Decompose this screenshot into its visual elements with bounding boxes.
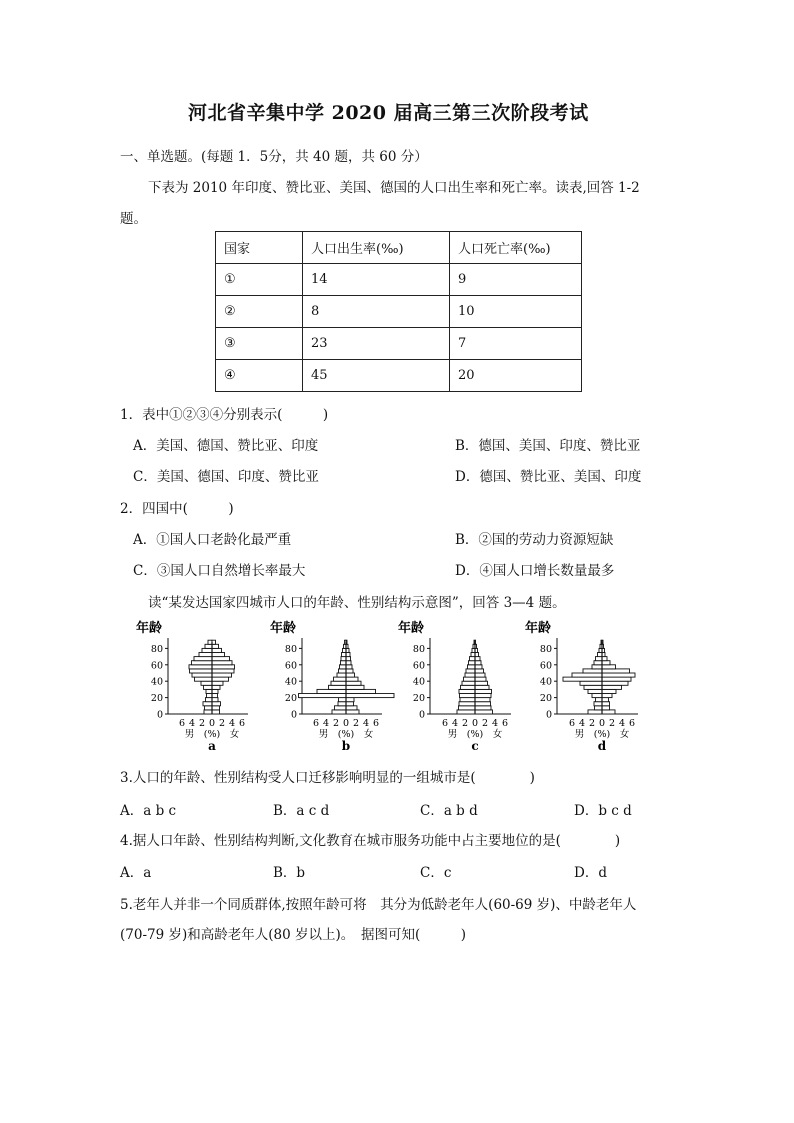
intro-1-line-1: 下表为 2010 年印度、赞比亚、美国、德国的人口出生率和死亡率。读表,回答 1-2 xyxy=(148,180,640,196)
age-tick-label: 80 xyxy=(539,643,552,655)
female-bar xyxy=(212,706,220,710)
female-bar xyxy=(475,669,484,673)
chart-label: b xyxy=(341,739,351,753)
female-bar xyxy=(212,653,225,657)
age-tick-label: 20 xyxy=(284,693,297,705)
male-bar xyxy=(468,665,476,669)
female-bar xyxy=(602,677,631,681)
male-bar xyxy=(588,689,602,693)
x-tick-label: 2 xyxy=(481,718,489,729)
male-bar xyxy=(334,677,347,681)
x-tick-label: 2 xyxy=(198,718,206,729)
male-bar xyxy=(461,685,476,689)
x-axis-caption: 男 (%) 女 xyxy=(184,729,240,740)
female-bar xyxy=(602,661,610,665)
age-tick-label: 40 xyxy=(150,676,163,688)
male-bar xyxy=(203,702,212,706)
male-bar xyxy=(342,653,347,657)
population-table xyxy=(215,231,582,392)
age-tick-label: 80 xyxy=(284,643,297,655)
female-bar xyxy=(602,689,616,693)
x-tick-label: 6 xyxy=(441,718,449,729)
x-tick-label: 2 xyxy=(608,718,616,729)
female-bar xyxy=(602,706,610,710)
age-axis-title: 年龄 xyxy=(398,621,425,636)
age-axis-title: 年龄 xyxy=(136,621,163,636)
male-bar xyxy=(341,657,346,661)
male-bar xyxy=(207,694,213,698)
x-tick-label: 6 xyxy=(568,718,576,729)
male-bar xyxy=(588,710,602,714)
x-tick-label: 4 xyxy=(578,718,586,729)
x-axis-caption: 男 (%) 女 xyxy=(318,729,374,740)
age-tick-label: 20 xyxy=(150,693,163,705)
x-tick-label: 6 xyxy=(628,718,636,729)
question-2-option-a: A．①国人口老龄化最严重 xyxy=(133,532,292,548)
x-tick-label: 2 xyxy=(588,718,596,729)
age-tick-label: 60 xyxy=(150,660,163,672)
male-bar xyxy=(469,661,476,665)
male-bar xyxy=(596,698,603,702)
age-tick-label: 20 xyxy=(539,693,552,705)
x-tick-label: 6 xyxy=(238,718,246,729)
female-bar xyxy=(346,661,351,665)
female-bar xyxy=(602,698,609,702)
female-bar xyxy=(212,702,221,706)
male-bar xyxy=(563,677,602,681)
female-bar xyxy=(212,710,220,714)
table-header-row xyxy=(216,232,582,264)
female-bar xyxy=(475,685,489,689)
table-row xyxy=(216,360,582,392)
male-bar xyxy=(592,665,602,669)
chart-label: a xyxy=(208,739,216,753)
female-bar xyxy=(212,694,218,698)
male-bar xyxy=(194,657,212,661)
female-bar xyxy=(475,710,493,714)
intro-1-line-2: 题。 xyxy=(120,211,147,227)
question-4-option-d: D．d xyxy=(574,865,607,881)
male-bar xyxy=(572,673,602,677)
male-bar xyxy=(204,685,213,689)
female-bar xyxy=(602,681,628,685)
female-bar xyxy=(346,657,351,661)
question-1-stem: 1．表中①②③④分别表示( ) xyxy=(120,407,329,423)
female-bar xyxy=(212,685,220,689)
male-bar xyxy=(331,681,346,685)
male-bar xyxy=(189,665,212,669)
female-bar xyxy=(346,669,353,673)
x-tick-label: 0 xyxy=(471,718,479,729)
x-tick-label: 6 xyxy=(312,718,320,729)
question-4-option-c: C．c xyxy=(420,865,452,881)
question-3-option-a: A．a b c xyxy=(120,803,177,819)
female-bar xyxy=(475,694,491,698)
male-bar xyxy=(192,661,213,665)
question-3-option-d: D．b c d xyxy=(574,803,632,819)
male-bar xyxy=(459,702,475,706)
male-bar xyxy=(470,657,476,661)
table-cell: 7 xyxy=(450,328,582,360)
male-bar xyxy=(584,685,602,689)
male-bar xyxy=(594,661,602,665)
table-header: 人口出生率(‰) xyxy=(303,232,450,264)
female-bar xyxy=(212,644,219,648)
female-bar xyxy=(475,665,482,669)
x-tick-label: 6 xyxy=(501,718,509,729)
male-bar xyxy=(462,681,475,685)
table-cell: ② xyxy=(216,296,303,328)
female-bar xyxy=(475,706,491,710)
female-bar xyxy=(346,681,361,685)
question-1-option-a: A．美国、德国、赞比亚、印度 xyxy=(133,438,319,454)
female-bar xyxy=(212,665,235,669)
question-1-option-b: B．德国、美国、印度、赞比亚 xyxy=(455,438,641,454)
female-bar xyxy=(475,677,486,681)
age-tick-label: 0 xyxy=(156,709,163,721)
female-bar xyxy=(602,685,622,689)
male-bar xyxy=(337,673,346,677)
male-bar xyxy=(457,710,475,714)
question-1-option-d: D．德国、赞比亚、美国、印度 xyxy=(455,469,642,485)
male-bar xyxy=(460,694,476,698)
female-bar xyxy=(602,657,607,661)
male-bar xyxy=(592,694,602,698)
age-tick-label: 0 xyxy=(418,709,425,721)
male-bar xyxy=(583,669,602,673)
table-row xyxy=(216,264,582,296)
male-bar xyxy=(206,689,212,693)
female-bar xyxy=(602,694,612,698)
female-bar xyxy=(602,702,610,706)
male-bar xyxy=(596,657,603,661)
male-bar xyxy=(465,673,475,677)
female-bar xyxy=(475,681,488,685)
female-bar xyxy=(212,698,218,702)
male-bar xyxy=(459,689,475,693)
x-tick-label: 0 xyxy=(208,718,216,729)
x-tick-label: 4 xyxy=(228,718,236,729)
female-bar xyxy=(212,681,223,685)
x-tick-label: 2 xyxy=(461,718,469,729)
page-title: 河北省辛集中学 2020 届高三第三次阶段考试 xyxy=(188,102,589,124)
x-tick-label: 4 xyxy=(618,718,626,729)
female-bar xyxy=(475,689,492,693)
male-bar xyxy=(192,673,212,677)
male-bar xyxy=(335,706,347,710)
table-cell: 23 xyxy=(303,328,450,360)
male-bar xyxy=(199,653,212,657)
male-bar xyxy=(338,702,346,706)
male-bar xyxy=(195,677,213,681)
female-bar xyxy=(475,698,490,702)
female-bar xyxy=(212,669,234,673)
x-axis-caption: 男 (%) 女 xyxy=(447,729,503,740)
x-tick-label: 0 xyxy=(342,718,350,729)
female-bar xyxy=(475,661,481,665)
male-bar xyxy=(299,694,347,698)
x-tick-label: 4 xyxy=(491,718,499,729)
table-header: 国家 xyxy=(216,232,303,264)
x-tick-label: 4 xyxy=(451,718,459,729)
male-bar xyxy=(341,661,347,665)
question-3-stem: 3.人口的年龄、性别结构受人口迁移影响明显的一组城市是( ) xyxy=(120,770,535,786)
age-axis-title: 年龄 xyxy=(270,621,297,636)
male-bar xyxy=(204,710,212,714)
male-bar xyxy=(459,706,476,710)
table-cell: ③ xyxy=(216,328,303,360)
male-bar xyxy=(201,681,212,685)
question-5-line-2: (70-79 岁)和高龄老年人(80 岁以上)。 据图可知( ) xyxy=(120,927,467,943)
female-bar xyxy=(212,657,230,661)
age-tick-label: 40 xyxy=(412,676,425,688)
question-2-option-d: D．④国人口增长数量最多 xyxy=(455,563,615,579)
x-tick-label: 4 xyxy=(188,718,196,729)
age-tick-label: 0 xyxy=(290,709,297,721)
female-bar xyxy=(602,673,635,677)
male-bar xyxy=(339,669,347,673)
female-bar xyxy=(475,657,480,661)
age-tick-label: 80 xyxy=(412,643,425,655)
male-bar xyxy=(205,644,212,648)
female-bar xyxy=(212,661,232,665)
age-tick-label: 40 xyxy=(539,676,552,688)
male-bar xyxy=(594,702,602,706)
question-4-stem: 4.据人口年龄、性别结构判断,文化教育在城市服务功能中占主要地位的是( ) xyxy=(120,833,621,849)
table-cell: ① xyxy=(216,264,303,296)
question-3-option-b: B．a c d xyxy=(273,803,330,819)
x-tick-label: 4 xyxy=(362,718,370,729)
female-bar xyxy=(346,673,355,677)
question-4-option-a: A．a xyxy=(120,865,152,881)
chart-label: c xyxy=(471,739,479,753)
female-bar xyxy=(212,648,222,652)
table-cell: ④ xyxy=(216,360,303,392)
female-bar xyxy=(212,689,218,693)
female-bar xyxy=(346,694,394,698)
age-tick-label: 60 xyxy=(284,660,297,672)
x-tick-label: 6 xyxy=(178,718,186,729)
male-bar xyxy=(202,648,212,652)
male-bar xyxy=(340,665,347,669)
question-2-option-c: C．③国人口自然增长率最大 xyxy=(133,563,306,579)
female-bar xyxy=(212,673,232,677)
male-bar xyxy=(206,698,213,702)
age-tick-label: 20 xyxy=(412,693,425,705)
male-bar xyxy=(205,706,213,710)
male-bar xyxy=(339,698,347,702)
age-tick-label: 40 xyxy=(284,676,297,688)
female-bar xyxy=(212,677,229,681)
x-tick-label: 4 xyxy=(322,718,330,729)
age-tick-label: 0 xyxy=(545,709,552,721)
female-bar xyxy=(602,710,615,714)
female-bar xyxy=(475,673,485,677)
male-bar xyxy=(317,689,346,693)
intro-2: 读“某发达国家四城市人口的年龄、性别结构示意图”，回答 3—4 题。 xyxy=(148,595,566,611)
x-tick-label: 0 xyxy=(598,718,606,729)
female-bar xyxy=(346,685,364,689)
x-tick-label: 2 xyxy=(332,718,340,729)
table-cell: 9 xyxy=(450,264,582,296)
male-bar xyxy=(329,685,347,689)
male-bar xyxy=(332,710,346,714)
male-bar xyxy=(190,669,213,673)
male-bar xyxy=(466,669,475,673)
x-tick-label: 2 xyxy=(218,718,226,729)
question-1-option-c: C．美国、德国、印度、赞比亚 xyxy=(133,469,319,485)
section-heading: 一、单选题。(每题 1．5分，共 40 题，共 60 分） xyxy=(120,149,428,165)
table-cell: 20 xyxy=(450,360,582,392)
table-header: 人口死亡率(‰) xyxy=(450,232,582,264)
age-tick-label: 80 xyxy=(150,643,163,655)
female-bar xyxy=(346,698,354,702)
male-bar xyxy=(460,698,475,702)
male-bar xyxy=(580,681,602,685)
age-axis-title: 年龄 xyxy=(525,621,552,636)
age-tick-label: 60 xyxy=(412,660,425,672)
chart-label: d xyxy=(597,739,607,753)
table-cell: 8 xyxy=(303,296,450,328)
female-bar xyxy=(602,669,630,673)
female-bar xyxy=(346,706,357,710)
question-5-line-1: 5.老年人并非一个同质群体,按照年龄可将 其分为低龄老年人(60-69 岁)、中龄老年人 xyxy=(120,897,637,913)
x-axis-caption: 男 (%) 女 xyxy=(574,729,630,740)
population-pyramids-figure xyxy=(0,618,794,758)
table-cell: 45 xyxy=(303,360,450,392)
female-bar xyxy=(346,702,354,706)
male-bar xyxy=(598,653,603,657)
question-2-stem: 2．四国中( ) xyxy=(120,501,234,517)
table-row xyxy=(216,296,582,328)
question-4-option-b: B．b xyxy=(273,865,306,881)
x-tick-label: 2 xyxy=(352,718,360,729)
table-row xyxy=(216,328,582,360)
question-2-option-b: B．②国的劳动力资源短缺 xyxy=(455,532,614,548)
age-tick-label: 60 xyxy=(539,660,552,672)
female-bar xyxy=(346,710,359,714)
female-bar xyxy=(346,689,376,693)
question-3-option-c: C．a b d xyxy=(420,803,478,819)
female-bar xyxy=(602,665,616,669)
female-bar xyxy=(346,677,358,681)
female-bar xyxy=(475,702,491,706)
table-cell: 10 xyxy=(450,296,582,328)
x-tick-label: 6 xyxy=(372,718,380,729)
male-bar xyxy=(464,677,476,681)
female-bar xyxy=(346,665,352,669)
table-cell: 14 xyxy=(303,264,450,296)
male-bar xyxy=(595,706,603,710)
